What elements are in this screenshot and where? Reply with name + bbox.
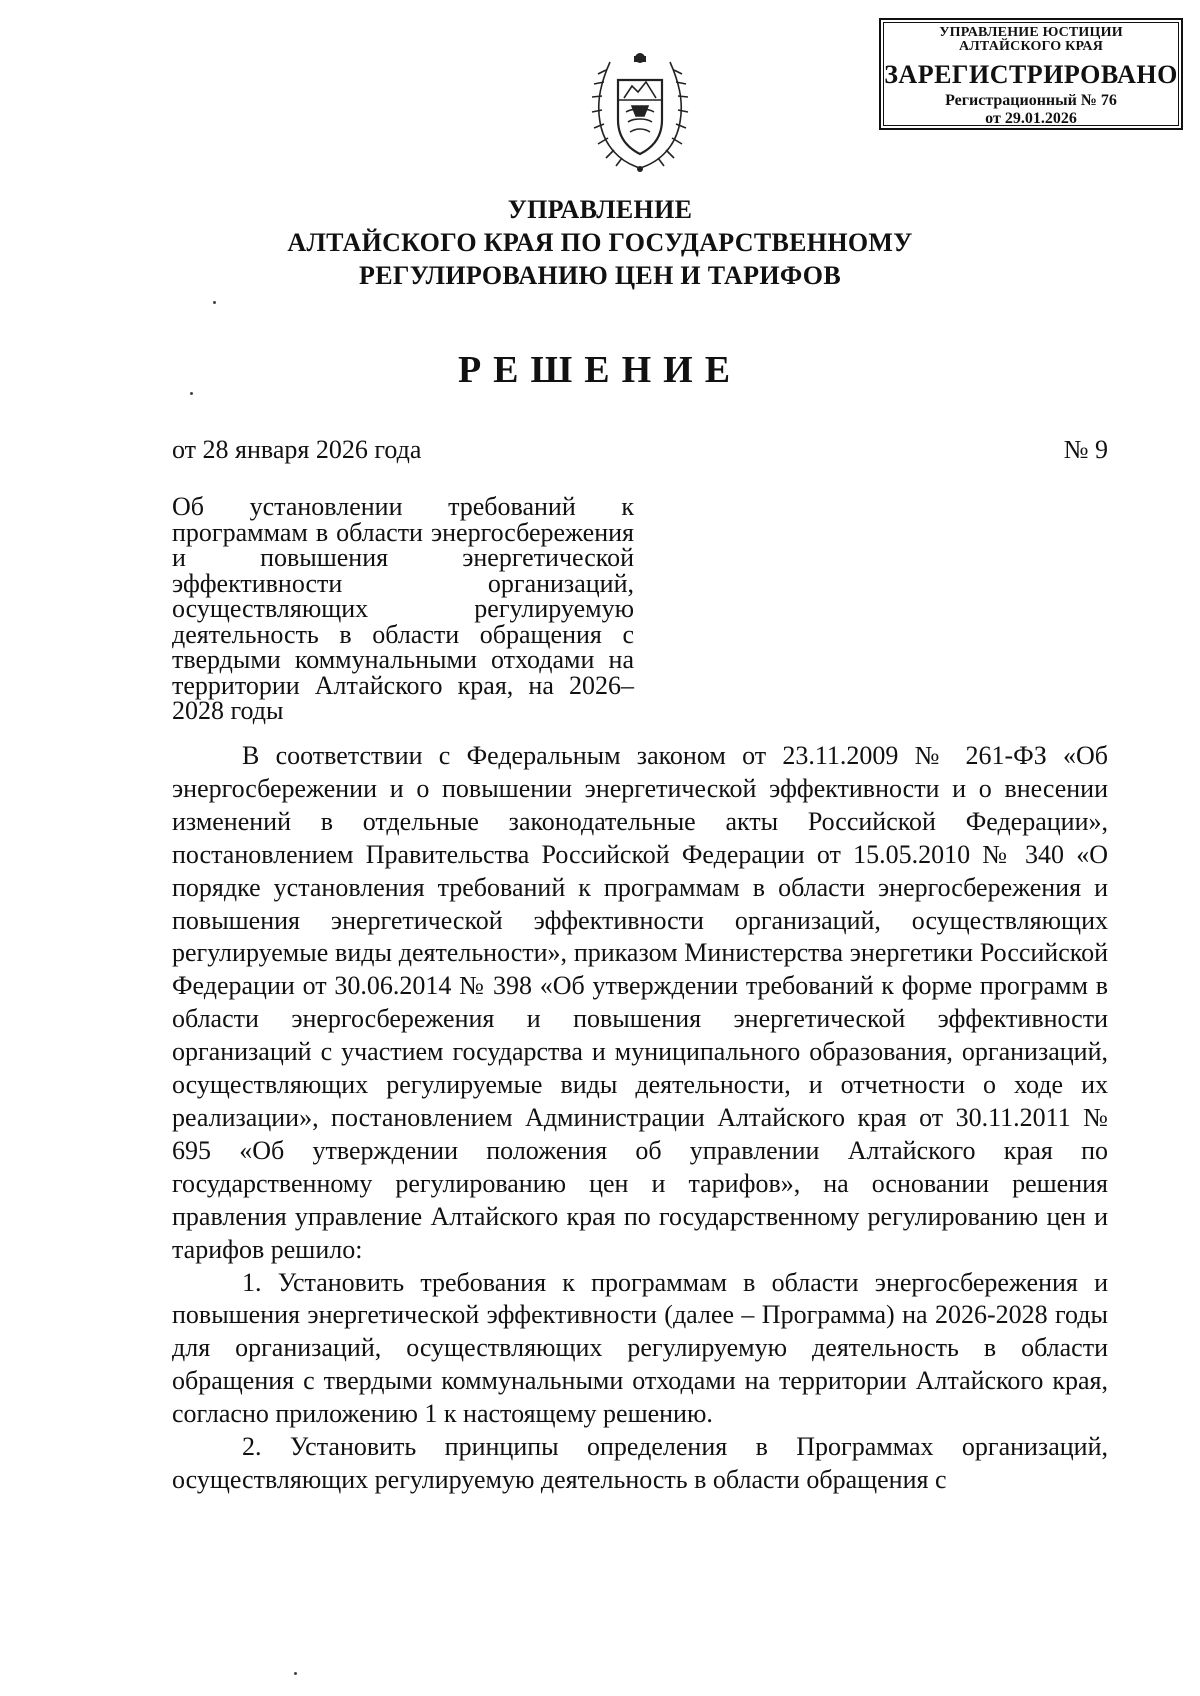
scan-speck (294, 1672, 297, 1675)
item-1-paragraph: 1. Установить требования к программам в области энергосбережения и повышения энергетической эффективности (далее – Программа) на 2026-2028 годы для организаций, осуществляющих регулируемую деятельность в области обращения с твердыми коммунальными отходами на территории Алтайского края, согласно приложению 1 к настоящему решению. (172, 1267, 1108, 1429)
preamble-paragraph: В соответствии с Федеральным законом от 23.11.2009 № 261-ФЗ «Об энергосбережении и о повышении энергетической эффективности и о внесении изменений в отдельные законодательные акты Российской Федерации», постановлением Правительства Российской Федерации от 15.05.2010 № 340 «О порядке установления требований к программам в области энергосбережения и повышения энергетической эффективности организаций, осуществляющих регулируемые виды деятельности», приказом Министерства энергетики Российской Федерации от 30.06.2014 № 398 «Об утверждении требований к форме программ в области энергосбережения и повышения энергетической эффективности организаций с участием государства и муниципального образования, организаций, осуществляющих регулируемые виды деятельности, и отчетности о ходе их реализации», постановлением Администрации Алтайского края от 30.11.2011 № 695 «Об утверждении положения об управлении Алтайского края по государственному регулированию цен и тарифов», на основании решения правления управление Алтайского края по государственному регулированию цен и тарифов решило: (172, 741, 1108, 1264)
registration-stamp (879, 18, 1183, 130)
document-date: от 28 января 2026 года (172, 435, 422, 464)
issuing-authority (0, 193, 1200, 292)
stamp-reg-number: Регистрационный № 76 (945, 92, 1117, 109)
document-type-title: РЕШЕНИЕ (457, 349, 743, 391)
stamp-status: ЗАРЕГИСТРИРОВАНО (884, 60, 1178, 89)
scan-speck (190, 392, 193, 395)
document-subject: Об установлении требований к программам в области энергосбережения и повышения энергетической эффективности организаций, осуществляющих регулируемую деятельность в области обращения с твердыми коммунальными отходами на территории Алтайского края, на 2026–2028 годы (172, 492, 634, 725)
stamp-reg-date: от 29.01.2026 (985, 110, 1077, 127)
scan-speck (213, 301, 216, 304)
altai-krai-coat-of-arms-icon (582, 50, 698, 174)
authority-line3: РЕГУЛИРОВАНИЮ ЦЕН И ТАРИФОВ (359, 261, 841, 290)
document-number: № 9 (1063, 435, 1108, 464)
stamp-authority-line2: АЛТАЙСКОГО КРАЯ (958, 39, 1104, 54)
authority-line2: АЛТАЙСКОГО КРАЯ ПО ГОСУДАРСТВЕННОМУ (287, 228, 913, 257)
authority-line1: УПРАВЛЕНИЕ (507, 195, 693, 224)
document-body (172, 740, 1108, 1497)
item-2-paragraph: 2. Установить принципы определения в Программах организаций, осуществляющих регулируемую деятельность в области обращения с (172, 1432, 1108, 1494)
stamp-authority-line1: УПРАВЛЕНИЕ ЮСТИЦИИ (939, 25, 1123, 40)
